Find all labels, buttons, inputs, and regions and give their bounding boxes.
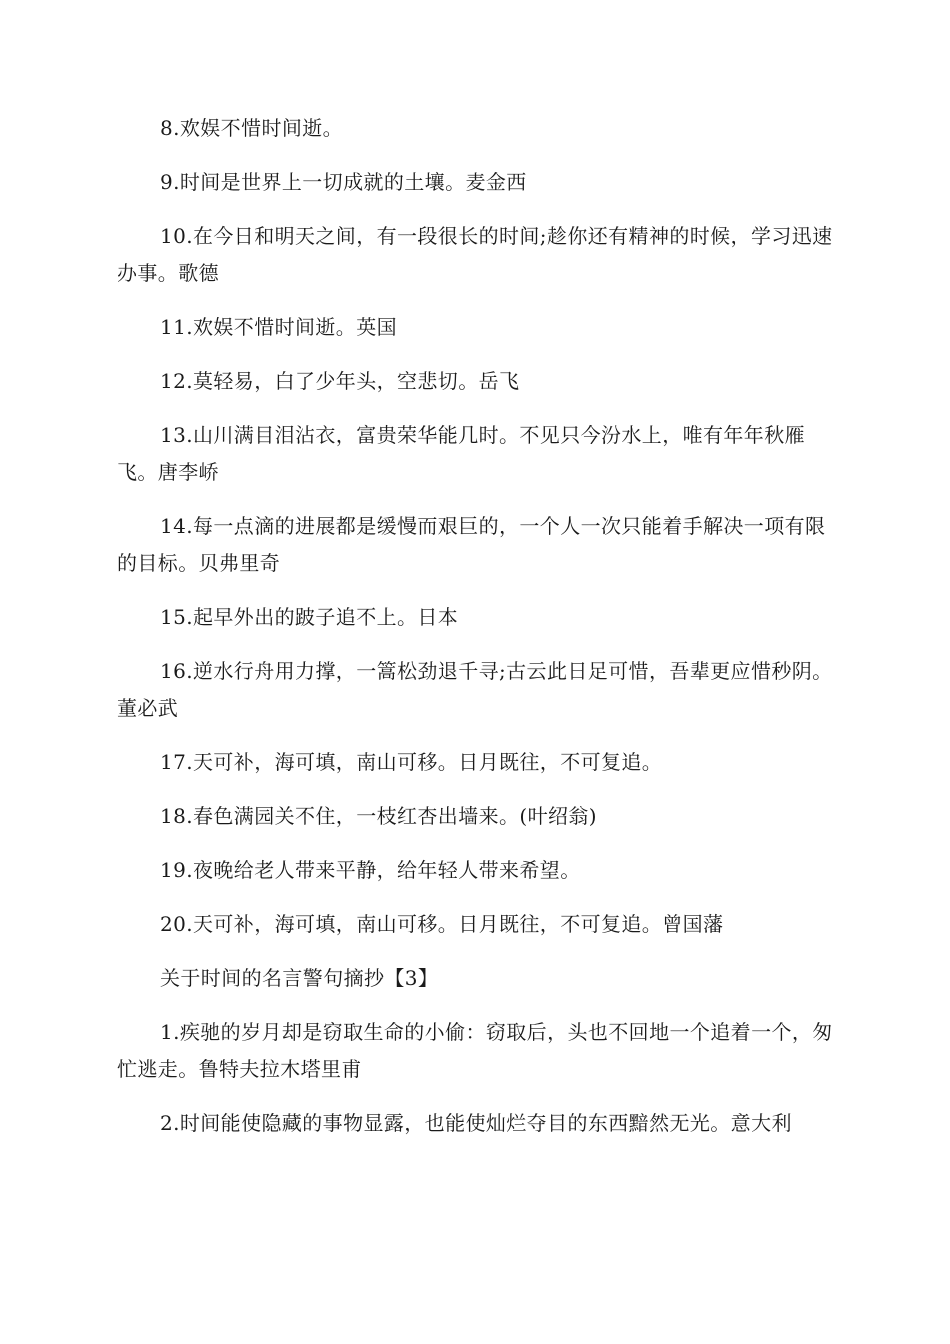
quote-paragraph-8: 8.欢娱不惜时间逝。: [160, 116, 344, 140]
quote-paragraph-11: 11.欢娱不惜时间逝。英国: [160, 315, 398, 339]
quote-paragraph-15: 15.起早外出的跛子追不上。日本: [160, 605, 459, 629]
quote-paragraph-20: 20.天可补，海可填，南山可移。日月既往，不可复追。曾国藩: [160, 912, 724, 936]
quote-paragraph-10: 10.在今日和明天之间，有一段很长的时间;趁你还有精神的时候，学习迅速办事。歌德: [117, 224, 833, 285]
quote-paragraph-14: 14.每一点滴的进展都是缓慢而艰巨的，一个人一次只能着手解决一项有限的目标。贝弗里奇: [117, 514, 826, 575]
quote-paragraph-16: 16.逆水行舟用力撑，一篙松劲退千寻;古云此日足可惜，吾辈更应惜秒阴。董必武: [117, 659, 833, 720]
quote-paragraph-17: 17.天可补，海可填，南山可移。日月既往，不可复追。: [160, 750, 663, 774]
quote-paragraph-12: 12.莫轻易，白了少年头，空悲切。岳飞: [160, 369, 520, 393]
quote-paragraph-9: 9.时间是世界上一切成就的土壤。麦金西: [160, 170, 527, 194]
quote-paragraph-18: 18.春色满园关不住，一枝红杏出墙来。(叶绍翁): [160, 804, 598, 828]
quote-paragraph-13: 13.山川满目泪沾衣，富贵荣华能几时。不见只今汾水上，唯有年年秋雁飞。唐李峤: [117, 423, 806, 484]
document-body: [117, 110, 833, 1159]
quote-paragraph-s3-1: 1.疾驰的岁月却是窃取生命的小偷：窃取后，头也不回地一个追着一个，匆忙逃走。鲁特夫拉木塔里甫: [117, 1020, 833, 1081]
quote-paragraph-19: 19.夜晚给老人带来平静，给年轻人带来希望。: [160, 858, 581, 882]
section-heading: 关于时间的名言警句摘抄【3】: [160, 966, 439, 990]
quote-paragraph-s3-2: 2.时间能使隐藏的事物显露，也能使灿烂夺目的东西黯然无光。意大利: [160, 1111, 792, 1135]
